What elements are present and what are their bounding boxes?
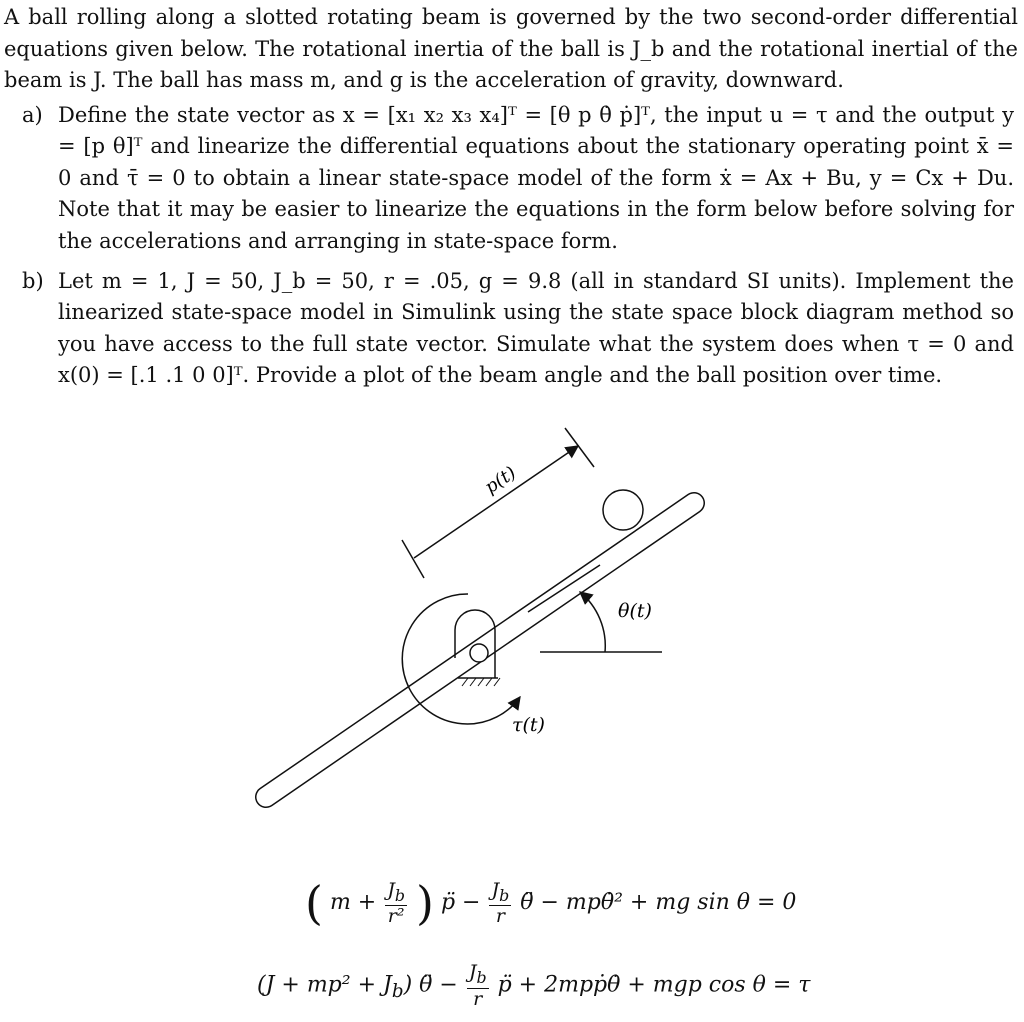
label-p: p(t) [481,462,520,499]
label-tau: τ(t) [512,714,545,736]
eq1-close-paren: ) [416,876,434,930]
angle-arc [580,592,605,652]
eq1-term1: p̈ − [440,890,481,915]
eq2-head-close: ) θ̈ − [403,972,458,998]
ball-beam-diagram [230,410,710,830]
ball [603,490,643,530]
eq1-open-paren: ( [305,876,323,930]
eq2-head-sub: b [391,980,404,1002]
equation-2 [257,962,810,1009]
part-b-text: Let m = 1, J = 50, J_b = 50, r = .05, g = 9.8 (all in standard SI units). Implement the linearized state-space model in Simulink using the state space block diagram method so you have access to the full state vector. Simulate what the system does when τ = 0 and x(0) = [.1 .1 0 0]ᵀ. Provide a plot of the beam angle and the ball position over time. [58,269,1014,388]
part-a [22,100,1014,257]
problem-intro: A ball rolling along a slotted rotating beam is governed by the two second-order differential equations given below. The rotational inertia of the ball is J_b and the rotational inertial of the beam is J. The ball has mass m, and g is the acceleration of gravity, downward. [4,5,1018,92]
eq1-frac-jb-r2: $\frac{J_b}{\text{r²}}$ [387,878,406,928]
equation-1 [305,876,796,930]
part-a-label: a) [22,103,43,127]
eq2-frac-jb-r: $\frac{J_b}{r}$ [468,961,487,1010]
eq1-rest: θ̈ − mpθ̇² + mg sin θ = 0 [520,890,797,915]
eq2-rest: p̈ + 2mpṗθ̇ + mgp cos θ = τ [497,972,811,998]
position-dimension [402,428,594,578]
eq1-frac-jb-r: $\frac{J_b}{r}$ [491,878,510,928]
eq1-m-plus: m + [329,890,377,915]
part-b-label: b) [22,269,44,293]
part-b [22,266,1014,392]
eq2-head: (J + mp² + J [257,972,392,998]
part-a-text: Define the state vector as x = [x₁ x₂ x₃ x₄]ᵀ = [θ p θ̇ ṗ]ᵀ, the input u = τ and the output y = [p θ]ᵀ and linearize the differential equations about the stationary operating point x̄ = 0 and τ̄ = 0 to obtain a linear state-space model of the form ẋ = Ax + Bu, y = Cx + Du. Note that it may be easier to linearize the equations in the form below before solving for the accelerations and arranging in state-space form. [58,103,1014,253]
label-theta: θ(t) [618,600,652,622]
